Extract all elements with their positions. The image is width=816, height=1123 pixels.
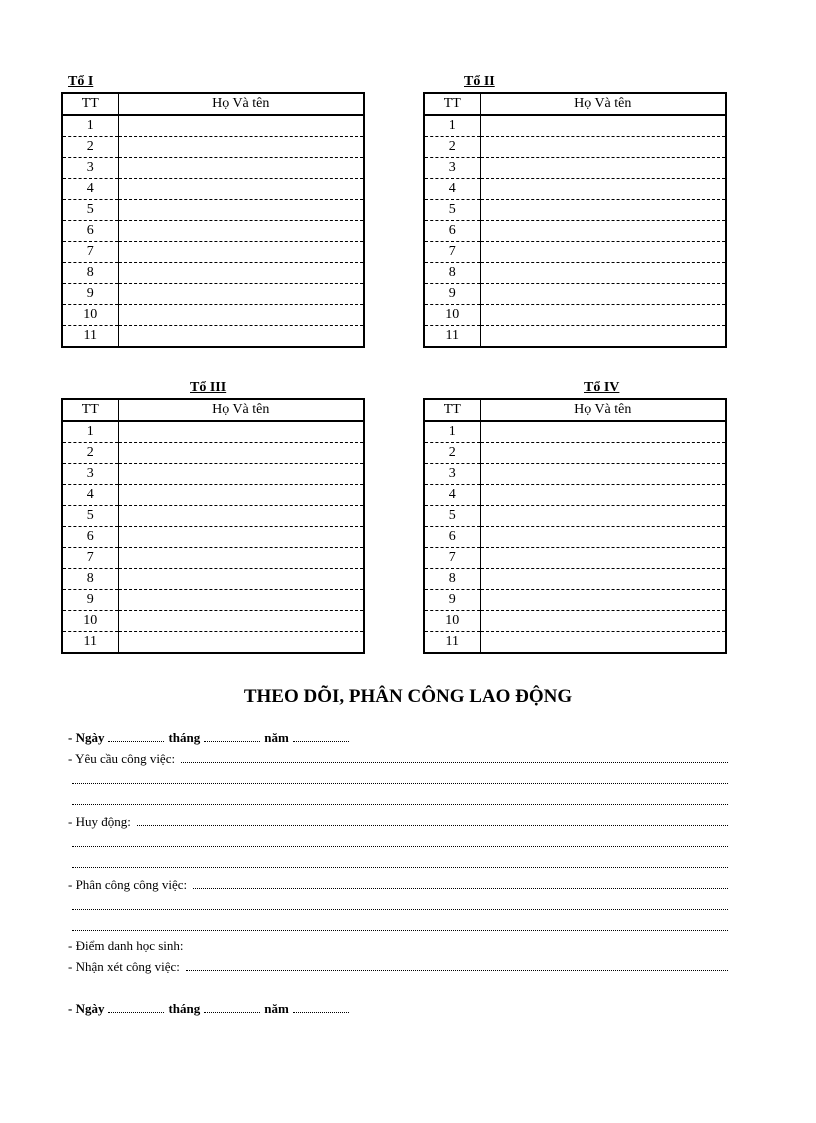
name-cell[interactable] <box>118 179 364 200</box>
row-number: 5 <box>62 506 118 527</box>
table-row <box>62 305 364 326</box>
table-row <box>424 200 726 221</box>
name-cell[interactable] <box>118 611 364 632</box>
table-row <box>62 242 364 263</box>
page-title: THEO DÕI, PHÂN CÔNG LAO ĐỘNG <box>243 686 573 707</box>
row-number: 6 <box>62 221 118 242</box>
row-number: 5 <box>424 506 480 527</box>
table-row <box>62 263 364 284</box>
name-cell[interactable] <box>480 421 726 443</box>
name-cell[interactable] <box>118 221 364 242</box>
row-number: 2 <box>424 443 480 464</box>
name-cell[interactable] <box>480 611 726 632</box>
date-line-top <box>68 727 728 748</box>
work-requirement-line-3 <box>68 790 728 811</box>
table-row <box>62 326 364 348</box>
work-requirement-line <box>68 748 728 769</box>
table-row <box>62 421 364 443</box>
roster-table-4 <box>423 398 727 654</box>
table-row <box>424 464 726 485</box>
table-header-row <box>62 93 364 115</box>
month-label: tháng <box>168 730 201 745</box>
row-number: 6 <box>424 527 480 548</box>
tt-header: TT <box>62 399 118 421</box>
table-row <box>62 137 364 158</box>
name-cell[interactable] <box>480 548 726 569</box>
name-cell[interactable] <box>118 242 364 263</box>
name-cell[interactable] <box>480 326 726 348</box>
name-cell[interactable] <box>480 158 726 179</box>
row-number: 1 <box>62 421 118 443</box>
mobilization-line-2 <box>68 832 728 853</box>
name-header: Họ Và tên <box>480 399 726 421</box>
mobilization-line-3 <box>68 853 728 874</box>
name-cell[interactable] <box>118 137 364 158</box>
table-row <box>62 464 364 485</box>
row-number: 11 <box>424 632 480 654</box>
name-cell[interactable] <box>480 115 726 137</box>
mobilization-label: - Huy động: <box>68 814 131 829</box>
row-number: 5 <box>424 200 480 221</box>
name-cell[interactable] <box>118 506 364 527</box>
name-header: Họ Và tên <box>480 93 726 115</box>
roster-table-3 <box>61 398 365 654</box>
row-number: 11 <box>62 632 118 654</box>
table-row <box>424 158 726 179</box>
table-row <box>62 548 364 569</box>
row-number: 10 <box>424 305 480 326</box>
table-row <box>62 200 364 221</box>
month-blank[interactable] <box>204 731 260 742</box>
row-number: 10 <box>62 305 118 326</box>
assignment-line-3 <box>68 916 728 937</box>
table-header-row <box>62 399 364 421</box>
table-row <box>62 158 364 179</box>
row-number: 5 <box>62 200 118 221</box>
row-number: 4 <box>62 485 118 506</box>
day-blank[interactable] <box>108 731 164 742</box>
roster-table-1 <box>61 92 365 348</box>
day-blank[interactable] <box>108 1002 164 1013</box>
table-row <box>424 242 726 263</box>
row-number: 7 <box>62 242 118 263</box>
table-row <box>62 115 364 137</box>
name-cell[interactable] <box>118 284 364 305</box>
table-row <box>62 179 364 200</box>
dotted-blank[interactable] <box>72 895 728 910</box>
row-number: 8 <box>62 569 118 590</box>
work-requirement-line-2 <box>68 769 728 790</box>
dotted-blank[interactable] <box>72 790 728 805</box>
assignment-label: - Phân công công việc: <box>68 877 188 892</box>
table-row <box>424 179 726 200</box>
name-cell[interactable] <box>480 632 726 654</box>
name-cell[interactable] <box>118 200 364 221</box>
name-header: Họ Và tên <box>118 93 364 115</box>
year-label: năm <box>264 730 289 745</box>
row-number: 1 <box>62 115 118 137</box>
name-cell[interactable] <box>480 506 726 527</box>
table-row <box>424 548 726 569</box>
table-row <box>424 443 726 464</box>
table-row <box>62 506 364 527</box>
table-row <box>424 632 726 654</box>
name-cell[interactable] <box>480 443 726 464</box>
row-number: 8 <box>62 263 118 284</box>
year-label: năm <box>264 1001 289 1016</box>
table-row <box>62 284 364 305</box>
name-cell[interactable] <box>480 305 726 326</box>
table-row <box>62 443 364 464</box>
work-requirement-blank[interactable] <box>181 749 728 763</box>
date-prefix: - Ngày <box>68 1001 105 1016</box>
name-cell[interactable] <box>480 221 726 242</box>
row-number: 3 <box>62 464 118 485</box>
tt-header: TT <box>62 93 118 115</box>
name-cell[interactable] <box>480 137 726 158</box>
row-number: 6 <box>424 221 480 242</box>
group-title-2: Tổ II <box>464 74 495 89</box>
mobilization-line <box>68 811 728 832</box>
row-number: 9 <box>62 590 118 611</box>
name-cell[interactable] <box>118 569 364 590</box>
name-cell[interactable] <box>118 485 364 506</box>
table-row <box>424 284 726 305</box>
table-row <box>62 569 364 590</box>
name-cell[interactable] <box>480 485 726 506</box>
date-line-bottom <box>68 998 728 1019</box>
table-row <box>62 485 364 506</box>
table-row <box>62 611 364 632</box>
year-blank[interactable] <box>293 731 349 742</box>
table-row <box>62 527 364 548</box>
name-cell[interactable] <box>118 263 364 284</box>
group-title-4: Tổ IV <box>584 380 620 395</box>
name-cell[interactable] <box>118 548 364 569</box>
dotted-blank[interactable] <box>72 853 728 868</box>
name-cell[interactable] <box>480 527 726 548</box>
name-header: Họ Và tên <box>118 399 364 421</box>
tt-header: TT <box>424 93 480 115</box>
name-cell[interactable] <box>118 464 364 485</box>
row-number: 4 <box>62 179 118 200</box>
table-row <box>62 632 364 654</box>
attendance-line <box>68 935 728 956</box>
row-number: 2 <box>62 137 118 158</box>
row-number: 9 <box>424 590 480 611</box>
assignment-blank[interactable] <box>193 875 728 889</box>
row-number: 3 <box>424 464 480 485</box>
work-review-line <box>68 956 728 977</box>
name-cell[interactable] <box>480 179 726 200</box>
work-requirement-label: - Yêu cầu công việc: <box>68 751 176 766</box>
attendance-label: - Điểm danh học sinh: <box>68 938 184 953</box>
tt-header: TT <box>424 399 480 421</box>
row-number: 2 <box>62 443 118 464</box>
assignment-line-2 <box>68 895 728 916</box>
month-blank[interactable] <box>204 1002 260 1013</box>
dotted-blank[interactable] <box>72 832 728 847</box>
name-cell[interactable] <box>118 443 364 464</box>
assignment-line <box>68 874 728 895</box>
group-title-1: Tổ I <box>68 74 94 89</box>
name-cell[interactable] <box>118 326 364 348</box>
row-number: 4 <box>424 179 480 200</box>
row-number: 10 <box>424 611 480 632</box>
row-number: 7 <box>424 548 480 569</box>
name-cell[interactable] <box>480 263 726 284</box>
table-row <box>424 263 726 284</box>
table-row <box>424 590 726 611</box>
table-header-row <box>424 93 726 115</box>
dotted-blank[interactable] <box>72 769 728 784</box>
dotted-blank[interactable] <box>72 916 728 931</box>
table-row <box>424 611 726 632</box>
table-row <box>424 115 726 137</box>
row-number: 11 <box>62 326 118 348</box>
name-cell[interactable] <box>480 569 726 590</box>
row-number: 7 <box>424 242 480 263</box>
table-row <box>424 221 726 242</box>
row-number: 8 <box>424 569 480 590</box>
row-number: 11 <box>424 326 480 348</box>
work-review-blank[interactable] <box>186 957 728 971</box>
table-row <box>424 506 726 527</box>
name-cell[interactable] <box>480 284 726 305</box>
row-number: 1 <box>424 115 480 137</box>
row-number: 2 <box>424 137 480 158</box>
roster-table-2 <box>423 92 727 348</box>
row-number: 8 <box>424 263 480 284</box>
year-blank[interactable] <box>293 1002 349 1013</box>
row-number: 1 <box>424 421 480 443</box>
row-number: 4 <box>424 485 480 506</box>
row-number: 3 <box>424 158 480 179</box>
row-number: 9 <box>62 284 118 305</box>
name-cell[interactable] <box>118 421 364 443</box>
table-row <box>424 421 726 443</box>
date-prefix: - Ngày <box>68 730 105 745</box>
name-cell[interactable] <box>118 158 364 179</box>
name-cell[interactable] <box>118 115 364 137</box>
name-cell[interactable] <box>118 527 364 548</box>
table-row <box>424 569 726 590</box>
table-header-row <box>424 399 726 421</box>
table-row <box>424 305 726 326</box>
row-number: 7 <box>62 548 118 569</box>
work-review-label: - Nhận xét công việc: <box>68 959 180 974</box>
table-row <box>424 137 726 158</box>
table-row <box>424 527 726 548</box>
row-number: 10 <box>62 611 118 632</box>
month-label: tháng <box>168 1001 201 1016</box>
table-row <box>424 485 726 506</box>
name-cell[interactable] <box>480 464 726 485</box>
name-cell[interactable] <box>118 632 364 654</box>
name-cell[interactable] <box>480 200 726 221</box>
name-cell[interactable] <box>118 590 364 611</box>
table-row <box>62 590 364 611</box>
group-title-3: Tổ III <box>190 380 227 395</box>
row-number: 3 <box>62 158 118 179</box>
table-row <box>62 221 364 242</box>
mobilization-blank[interactable] <box>137 812 728 826</box>
row-number: 6 <box>62 527 118 548</box>
row-number: 9 <box>424 284 480 305</box>
name-cell[interactable] <box>118 305 364 326</box>
name-cell[interactable] <box>480 242 726 263</box>
name-cell[interactable] <box>480 590 726 611</box>
table-row <box>424 326 726 348</box>
